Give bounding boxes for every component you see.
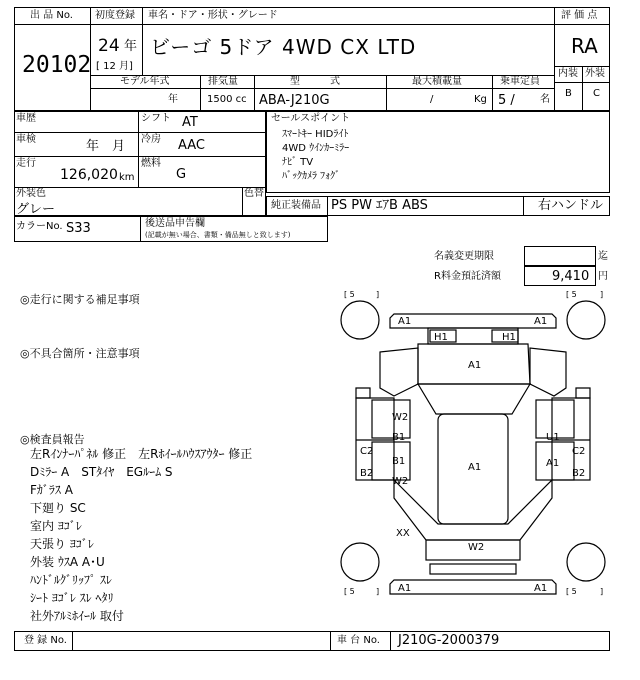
shift-label: シフト — [141, 113, 171, 124]
interior-grade: B — [565, 88, 572, 99]
mark-c2-right: C2 — [572, 446, 586, 457]
divider — [90, 88, 554, 89]
tire-label-front-left: [ 5 — [344, 290, 355, 299]
inspection-label: 車検 — [16, 134, 36, 145]
inspector-line: ﾊﾝﾄﾞﾙｸﾞﾘｯﾌﾟ ｽﾚ — [30, 573, 112, 587]
mark-b2-left: B2 — [360, 468, 374, 479]
model-year-unit: 年 — [168, 94, 178, 105]
color-change-label: 色替 — [244, 188, 264, 199]
divider — [142, 7, 143, 24]
ac-value: AAC — [178, 138, 205, 153]
tire-label-front-right: [ 5 — [566, 290, 577, 299]
reg-no-label: 登 録 No. — [24, 635, 67, 646]
wheel-rear-right — [567, 543, 605, 581]
divider — [14, 187, 266, 188]
divider — [14, 24, 90, 25]
model-label: 車名・ドア・形状・グレード — [148, 10, 278, 21]
chassis-value: J210G-2000379 — [398, 633, 500, 648]
inspector-line: 外装 ｳｽA A･U — [30, 555, 105, 569]
capacity-value: 5 / — [498, 93, 515, 108]
footer-row — [14, 631, 610, 651]
wheel-rear-left — [341, 543, 379, 581]
ext-color-value: グレー — [16, 202, 56, 217]
recycle-unit: 円 — [598, 271, 608, 282]
mark-w2-rear: W2 — [468, 542, 485, 553]
load-slash: / — [430, 94, 434, 105]
name-change-unit: 迄 — [598, 251, 608, 262]
load-unit: Kg — [474, 94, 487, 105]
front-fender-left — [380, 348, 418, 396]
model-year-label: モデル年式 — [120, 76, 170, 87]
mileage-value: 126,020 — [60, 167, 118, 183]
mark-b2-right: B2 — [572, 468, 586, 479]
mileage-unit: km — [119, 172, 135, 183]
wheel-front-left — [341, 301, 379, 339]
exterior-label: 外装 — [585, 68, 605, 79]
ac-label: 冷房 — [141, 134, 161, 145]
sales-point-line: ｽﾏｰﾄｷｰ HIDﾗｲﾄ — [282, 129, 349, 140]
displacement-label: 排気量 — [208, 76, 238, 87]
tire-label-rear-left: [ 5 — [344, 587, 355, 596]
divider — [72, 631, 73, 651]
mark-u1-right: U1 — [546, 432, 560, 443]
license-plate — [430, 564, 516, 574]
wheel-front-right — [567, 301, 605, 339]
equipment-label: 純正装備品 — [271, 200, 321, 211]
ext-color-label: 外装色 — [16, 188, 46, 199]
inspector-line: 社外ｱﾙﾐﾎｲｰﾙ 取付 — [30, 609, 124, 623]
divider — [492, 75, 493, 111]
mileage-label: 走行 — [16, 158, 36, 169]
divider — [254, 75, 255, 111]
mark-c2-left: C2 — [360, 446, 374, 457]
divider — [90, 24, 554, 25]
equipment-value: PS PW ｴｱB ABS — [331, 198, 428, 213]
divider — [554, 24, 610, 25]
tire-label-rear-right: [ 5 — [566, 587, 577, 596]
color-no-value: S33 — [66, 221, 91, 236]
mark-xx-left-rear: XX — [396, 528, 410, 539]
steering-value: 右ハンドル — [538, 198, 604, 213]
reg-year-unit: 年 — [124, 39, 138, 54]
mark-a1-right: A1 — [546, 458, 560, 469]
exterior-grade: C — [593, 88, 600, 99]
front-fender-right — [530, 348, 566, 396]
mark-h1-right: H1 — [502, 332, 516, 343]
type-code: ABA-J210G — [259, 93, 330, 108]
windshield — [418, 384, 530, 414]
mark-b1-left-rear: B1 — [392, 456, 406, 467]
front-bumper — [390, 314, 556, 328]
inspector-line: 天張り ﾖｺﾞﾚ — [30, 537, 94, 551]
divider — [386, 75, 387, 111]
shift-value: AT — [182, 115, 198, 130]
fuel-label: 燃料 — [141, 158, 161, 169]
max-load-label: 最大積載量 — [412, 76, 462, 87]
divider — [330, 631, 331, 651]
post-reg-note: (記載が無い場合、書類・備品無しと致します) — [145, 231, 291, 239]
history-label: 車歴 — [16, 113, 36, 124]
divider — [523, 196, 524, 216]
divider — [327, 196, 328, 216]
tire-mark-rear-right: ] — [600, 587, 604, 596]
mirror-left — [356, 388, 370, 398]
tire-mark-rear-left: ] — [376, 587, 380, 596]
sales-point-line: ﾅﾋﾞ TV — [282, 157, 314, 168]
fuel-value: G — [176, 167, 187, 182]
tire-mark-front-left: ] — [376, 290, 380, 299]
lot-label: 出 品 No. — [30, 10, 73, 21]
mark-a1-rear-right: A1 — [534, 583, 548, 594]
inspector-line: 左Rｲﾝﾅｰﾊﾟﾈﾙ 修正 左Rﾎｲｰﾙﾊｳｽｱｳﾀｰ 修正 — [30, 447, 253, 461]
reg-month: [ 12 月] — [96, 61, 133, 72]
divider — [242, 187, 243, 216]
divider — [390, 631, 391, 651]
divider — [14, 156, 266, 157]
inspector-line: ｼｰﾄ ﾖｺﾞﾚ ｽﾚ ﾍﾀﾘ — [30, 591, 114, 605]
car-name: ビーゴ 5ドア 4WD CX LTD — [150, 35, 417, 59]
inspector-line: Dﾐﾗｰ A STﾀｲﾔ EGﾙｰﾑ S — [30, 465, 173, 479]
name-change-label: 名義変更期限 — [434, 251, 494, 262]
rear-quarter — [394, 480, 552, 540]
recycle-label: R料金預託済額 — [434, 271, 501, 282]
recycle-value: 9,410 — [552, 269, 590, 284]
defect-heading: ◎不具合箇所・注意事項 — [20, 347, 140, 360]
mark-a1-hood: A1 — [468, 360, 482, 371]
overall-grade: RA — [571, 34, 598, 58]
car-damage-diagram — [334, 288, 616, 606]
sales-points-label: セールスポイント — [271, 113, 351, 124]
mark-a1-roof: A1 — [468, 462, 482, 473]
sales-point-line: 4WD ｳｲﾝｶｰﾐﾗｰ — [282, 143, 350, 154]
inspector-heading: ◎検査員報告 — [20, 433, 85, 446]
rear-bumper — [390, 580, 556, 594]
sales-point-line: ﾊﾞｯｸｶﾒﾗ ﾌｫｸﾞ — [282, 171, 341, 182]
inspection-value: 年 月 — [86, 139, 126, 154]
first-reg-label: 初度登録 — [95, 10, 135, 21]
mark-a1-front-right: A1 — [534, 316, 548, 327]
mark-b1-left-front: B1 — [392, 432, 406, 443]
capacity-label: 乗車定員 — [500, 76, 540, 87]
mark-h1-left: H1 — [434, 332, 448, 343]
chassis-label: 車 台 No. — [337, 635, 380, 646]
divider — [14, 132, 266, 133]
divider — [554, 7, 555, 111]
divider — [138, 111, 139, 187]
mark-a1-front-left: A1 — [398, 316, 412, 327]
reg-year: 24 — [98, 36, 120, 56]
type-label: 型 式 — [290, 76, 340, 87]
displacement-value: 1500 cc — [207, 94, 247, 105]
capacity-unit: 名 — [540, 94, 550, 105]
inspector-line: 室内 ﾖｺﾞﾚ — [30, 519, 82, 533]
grade-label: 評 価 点 — [561, 10, 598, 21]
inspector-line: 下廻り SC — [30, 501, 86, 515]
name-change-box — [524, 246, 596, 266]
supplement-heading: ◎走行に関する補足事項 — [20, 293, 140, 306]
inspector-line: Fｶﾞﾗｽ A — [30, 483, 73, 497]
spec-grid — [14, 111, 266, 216]
mark-w2-left-rear: W2 — [392, 476, 409, 487]
interior-label: 内装 — [558, 68, 578, 79]
divider — [200, 75, 201, 111]
mirror-right — [576, 388, 590, 398]
divider — [582, 66, 583, 111]
mark-w2-left-front: W2 — [392, 412, 409, 423]
lot-number: 20102 — [22, 52, 92, 78]
divider — [140, 216, 141, 242]
mark-a1-rear-left: A1 — [398, 583, 412, 594]
tire-mark-front-right: ] — [600, 290, 604, 299]
divider — [142, 24, 143, 75]
post-reg-label: 後送品申告欄 — [145, 218, 205, 229]
color-no-label: カラーNo. — [16, 221, 63, 232]
